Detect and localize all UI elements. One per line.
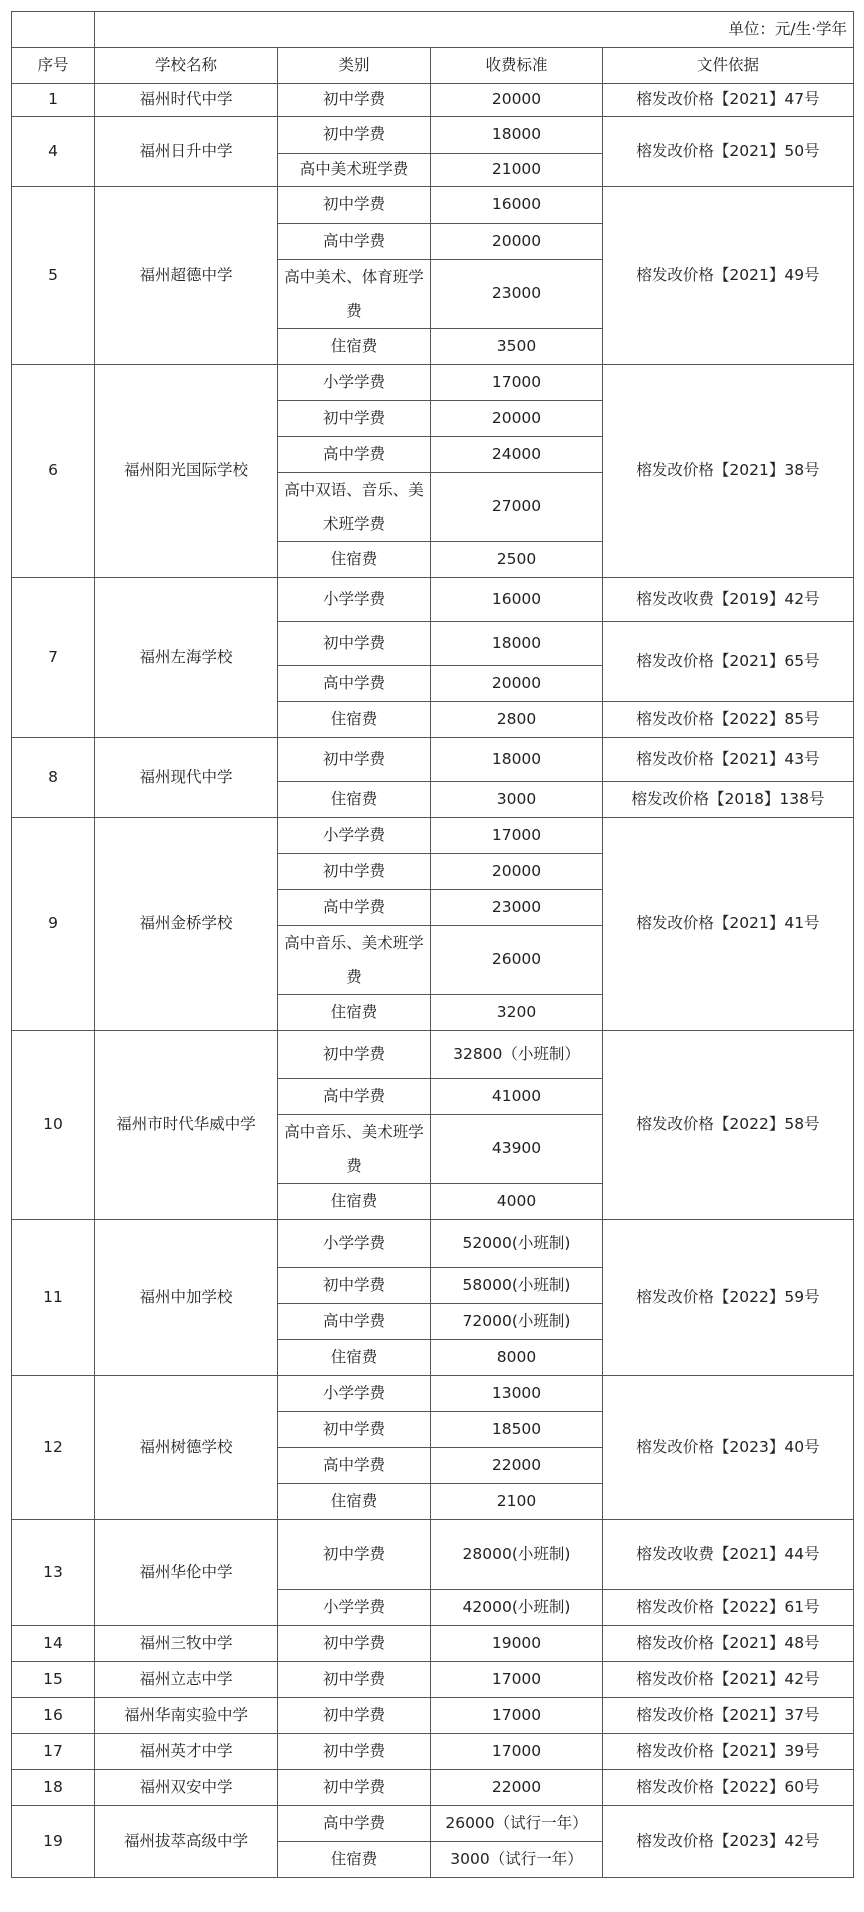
table-cell: 榕发改价格【2023】42号 (603, 1806, 854, 1878)
table-cell: 福州树德学校 (95, 1376, 278, 1520)
table-cell: 18000 (431, 117, 603, 154)
fee-table (11, 11, 854, 1878)
table-cell: 初中学费 (278, 117, 431, 154)
table-cell: 11 (12, 1220, 95, 1376)
header-cell-category: 类别 (278, 48, 431, 84)
table-cell: 高中学费 (278, 224, 431, 260)
table-cell: 17000 (431, 365, 603, 401)
table-row (12, 117, 854, 154)
table-cell: 初中学费 (278, 187, 431, 224)
table-cell: 高中学费 (278, 1448, 431, 1484)
table-cell: 19000 (431, 1626, 603, 1662)
table-cell: 初中学费 (278, 854, 431, 890)
table-cell: 榕发改价格【2018】138号 (603, 782, 854, 818)
table-cell: 41000 (431, 1079, 603, 1115)
table-cell: 初中学费 (278, 401, 431, 437)
table-cell: 初中学费 (278, 1412, 431, 1448)
table-cell: 榕发改价格【2021】49号 (603, 187, 854, 365)
table-cell: 榕发改收费【2021】44号 (603, 1520, 854, 1590)
table-cell: 福州金桥学校 (95, 818, 278, 1031)
table-cell: 72000(小班制) (431, 1304, 603, 1340)
table-cell: 20000 (431, 224, 603, 260)
header-cell-document: 文件依据 (603, 48, 854, 84)
header-cell-school: 学校名称 (95, 48, 278, 84)
table-cell: 住宿费 (278, 702, 431, 738)
table-cell: 住宿费 (278, 782, 431, 818)
table-cell: 福州左海学校 (95, 578, 278, 738)
table-row (12, 1626, 854, 1662)
table-cell: 20000 (431, 666, 603, 702)
table-cell: 初中学费 (278, 1662, 431, 1698)
table-cell: 榕发改价格【2021】43号 (603, 738, 854, 782)
table-cell: 榕发改价格【2022】85号 (603, 702, 854, 738)
table-cell: 17000 (431, 1662, 603, 1698)
table-row (12, 1520, 854, 1590)
table-cell: 6 (12, 365, 95, 578)
table-row (12, 1698, 854, 1734)
table-cell: 福州现代中学 (95, 738, 278, 818)
table-cell: 13000 (431, 1376, 603, 1412)
header-cell-index: 序号 (12, 48, 95, 84)
table-cell: 18000 (431, 738, 603, 782)
table-cell: 3000 (431, 782, 603, 818)
table-cell: 8 (12, 738, 95, 818)
table-cell: 58000(小班制) (431, 1268, 603, 1304)
table-cell: 福州立志中学 (95, 1662, 278, 1698)
table-cell: 住宿费 (278, 1842, 431, 1878)
table-cell: 榕发改价格【2022】61号 (603, 1590, 854, 1626)
table-cell: 42000(小班制) (431, 1590, 603, 1626)
table-cell: 初中学费 (278, 1520, 431, 1590)
table-cell: 初中学费 (278, 1626, 431, 1662)
table-cell: 12 (12, 1376, 95, 1520)
table-row (12, 1662, 854, 1698)
table-cell: 高中美术班学费 (278, 154, 431, 187)
table-cell: 16 (12, 1698, 95, 1734)
table-cell: 高中学费 (278, 666, 431, 702)
table-cell: 福州双安中学 (95, 1770, 278, 1806)
table-cell: 17000 (431, 1698, 603, 1734)
table-cell: 5 (12, 187, 95, 365)
table-row (12, 1031, 854, 1079)
table-row (12, 1376, 854, 1412)
table-cell: 23000 (431, 890, 603, 926)
table-cell: 16000 (431, 578, 603, 622)
table-cell: 高中学费 (278, 1079, 431, 1115)
table-cell: 榕发改价格【2021】65号 (603, 622, 854, 702)
table-cell: 初中学费 (278, 84, 431, 117)
table-cell: 福州拔萃高级中学 (95, 1806, 278, 1878)
table-cell: 22000 (431, 1770, 603, 1806)
table-row (12, 1770, 854, 1806)
table-cell: 福州市时代华威中学 (95, 1031, 278, 1220)
table-cell: 住宿费 (278, 329, 431, 365)
table-cell: 13 (12, 1520, 95, 1626)
table-cell: 高中美术、体育班学费 (278, 260, 431, 329)
table-cell: 初中学费 (278, 1770, 431, 1806)
table-cell: 初中学费 (278, 1268, 431, 1304)
table-cell: 26000（试行一年） (431, 1806, 603, 1842)
table-cell: 27000 (431, 473, 603, 542)
table-cell: 榕发改价格【2021】38号 (603, 365, 854, 578)
table-cell: 3200 (431, 995, 603, 1031)
table-cell: 23000 (431, 260, 603, 329)
table-cell: 21000 (431, 154, 603, 187)
table-cell: 住宿费 (278, 1340, 431, 1376)
table-cell: 43900 (431, 1115, 603, 1184)
table-cell: 9 (12, 818, 95, 1031)
table-cell: 榕发改价格【2022】60号 (603, 1770, 854, 1806)
table-cell: 7 (12, 578, 95, 738)
table-cell: 榕发改价格【2022】58号 (603, 1031, 854, 1220)
table-cell: 住宿费 (278, 1484, 431, 1520)
table-cell: 高中音乐、美术班学费 (278, 1115, 431, 1184)
table-cell: 高中学费 (278, 1806, 431, 1842)
table-cell: 10 (12, 1031, 95, 1220)
table-cell: 15 (12, 1662, 95, 1698)
table-cell: 榕发改价格【2021】37号 (603, 1698, 854, 1734)
table-cell: 榕发改价格【2021】42号 (603, 1662, 854, 1698)
table-cell: 住宿费 (278, 995, 431, 1031)
table-cell: 8000 (431, 1340, 603, 1376)
table-cell: 32800（小班制） (431, 1031, 603, 1079)
table-cell: 榕发改价格【2021】39号 (603, 1734, 854, 1770)
table-cell: 高中音乐、美术班学费 (278, 926, 431, 995)
table-cell: 2100 (431, 1484, 603, 1520)
table-cell: 高中双语、音乐、美术班学费 (278, 473, 431, 542)
table-cell: 初中学费 (278, 1698, 431, 1734)
table-cell: 小学学费 (278, 365, 431, 401)
table-cell: 高中学费 (278, 890, 431, 926)
table-cell: 52000(小班制) (431, 1220, 603, 1268)
table-cell: 2800 (431, 702, 603, 738)
table-cell: 16000 (431, 187, 603, 224)
table-cell: 初中学费 (278, 738, 431, 782)
table-cell: 福州阳光国际学校 (95, 365, 278, 578)
table-cell: 4 (12, 117, 95, 187)
table-cell: 2500 (431, 542, 603, 578)
table-cell: 小学学费 (278, 1590, 431, 1626)
table-cell: 17000 (431, 1734, 603, 1770)
table-cell: 福州三牧中学 (95, 1626, 278, 1662)
table-row (12, 1220, 854, 1268)
table-cell: 福州中加学校 (95, 1220, 278, 1376)
table-cell: 20000 (431, 401, 603, 437)
table-cell: 榕发改价格【2022】59号 (603, 1220, 854, 1376)
table-cell: 1 (12, 84, 95, 117)
table-cell: 26000 (431, 926, 603, 995)
table-cell: 18000 (431, 622, 603, 666)
table-cell: 初中学费 (278, 1734, 431, 1770)
table-cell: 28000(小班制) (431, 1520, 603, 1590)
table-cell: 24000 (431, 437, 603, 473)
table-row (12, 1806, 854, 1842)
table-row (12, 365, 854, 401)
table-cell: 榕发改价格【2021】41号 (603, 818, 854, 1031)
table-cell: 榕发改价格【2023】40号 (603, 1376, 854, 1520)
table-row (12, 578, 854, 622)
table-cell: 3000（试行一年） (431, 1842, 603, 1878)
header-cell-fee: 收费标准 (431, 48, 603, 84)
table-cell: 福州时代中学 (95, 84, 278, 117)
table-cell: 初中学费 (278, 622, 431, 666)
table-cell: 福州日升中学 (95, 117, 278, 187)
blank-corner-cell (12, 12, 95, 48)
table-cell: 3500 (431, 329, 603, 365)
table-cell: 小学学费 (278, 818, 431, 854)
table-cell: 福州超德中学 (95, 187, 278, 365)
table-row (12, 1734, 854, 1770)
table-cell: 20000 (431, 84, 603, 117)
table-cell: 榕发改价格【2021】47号 (603, 84, 854, 117)
table-cell: 榕发改收费【2019】42号 (603, 578, 854, 622)
table-cell: 小学学费 (278, 1220, 431, 1268)
table-cell: 19 (12, 1806, 95, 1878)
table-row (12, 84, 854, 117)
table-row (12, 738, 854, 782)
table-cell: 18500 (431, 1412, 603, 1448)
table-cell: 榕发改价格【2021】48号 (603, 1626, 854, 1662)
table-cell: 14 (12, 1626, 95, 1662)
table-cell: 17000 (431, 818, 603, 854)
table-cell: 18 (12, 1770, 95, 1806)
table-cell: 高中学费 (278, 1304, 431, 1340)
table-cell: 高中学费 (278, 437, 431, 473)
header-row (12, 48, 854, 84)
table-cell: 住宿费 (278, 542, 431, 578)
table-cell: 福州华伦中学 (95, 1520, 278, 1626)
table-cell: 小学学费 (278, 1376, 431, 1412)
table-row (12, 187, 854, 224)
table-cell: 17 (12, 1734, 95, 1770)
table-cell: 初中学费 (278, 1031, 431, 1079)
table-cell: 4000 (431, 1184, 603, 1220)
table-cell: 榕发改价格【2021】50号 (603, 117, 854, 187)
table-cell: 福州英才中学 (95, 1734, 278, 1770)
table-cell: 20000 (431, 854, 603, 890)
table-cell: 小学学费 (278, 578, 431, 622)
table-cell: 福州华南实验中学 (95, 1698, 278, 1734)
unit-label: 单位：元/生·学年 (95, 12, 854, 48)
unit-row (12, 12, 854, 48)
table-row (12, 818, 854, 854)
table-cell: 住宿费 (278, 1184, 431, 1220)
table-cell: 22000 (431, 1448, 603, 1484)
